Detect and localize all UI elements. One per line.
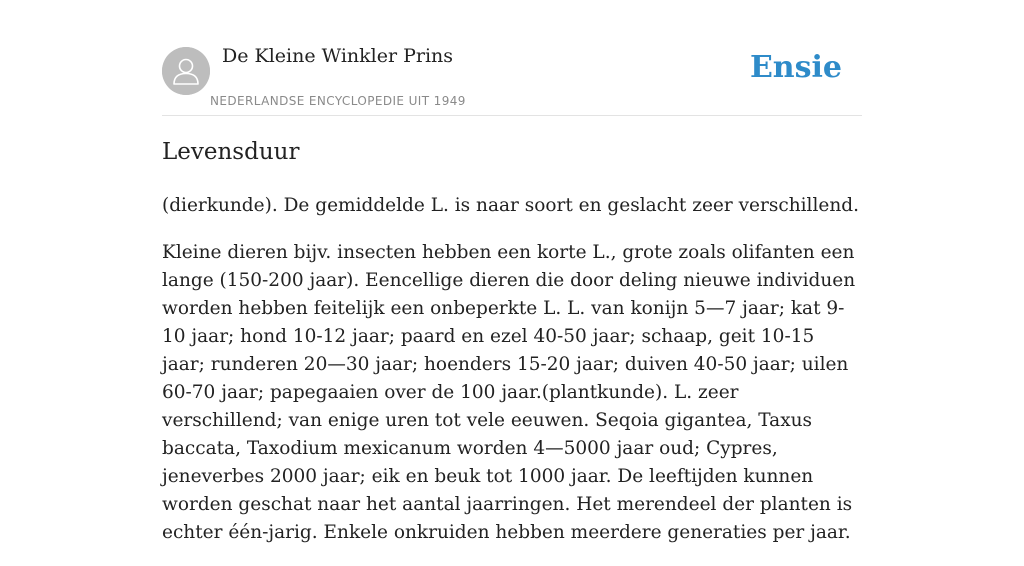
source-title[interactable]: De Kleine Winkler Prins [222, 45, 454, 67]
brand-logo[interactable]: Ensie [749, 50, 842, 85]
source-subtitle: NEDERLANDSE ENCYCLOPEDIE UIT 1949 [210, 94, 466, 108]
entry-body [162, 192, 862, 566]
user-icon[interactable] [162, 47, 210, 95]
entry-paragraph: Kleine dieren bijv. insecten hebben een korte L., grote zoals olifanten een lange (150-200 jaar). Eencellige dieren die door deling nieuwe individuen worden hebben feitelijk een onbeperkte L. L. van konijn 5—7 jaar; kat 9-10 jaar; hond 10-12 jaar; paard en ezel 40-50 jaar; schaap, geit 10-15 jaar; runderen 20—30 jaar; hoenders 15-20 jaar; duiven 40-50 jaar; uilen 60-70 jaar; papegaaien over de 100 jaar.(plantkunde). L. zeer verschillend; van enige uren tot vele eeuwen. Seqoia gigantea, Taxus baccata, Taxodium mexicanum worden 4—5000 jaar oud; Cypres, jeneverbes 2000 jaar; eik en beuk tot 1000 jaar. De leeftijden kunnen worden geschat naar het aantal jaarringen. Het merendeel der planten is echter één-jarig. Enkele onkruiden hebben meerdere generaties per jaar. [162, 242, 856, 543]
entry-title: Levensduur [162, 139, 300, 165]
source-header [162, 0, 862, 116]
entry-paragraph: (dierkunde). De gemiddelde L. is naar soort en geslacht zeer verschillend. [162, 195, 859, 216]
